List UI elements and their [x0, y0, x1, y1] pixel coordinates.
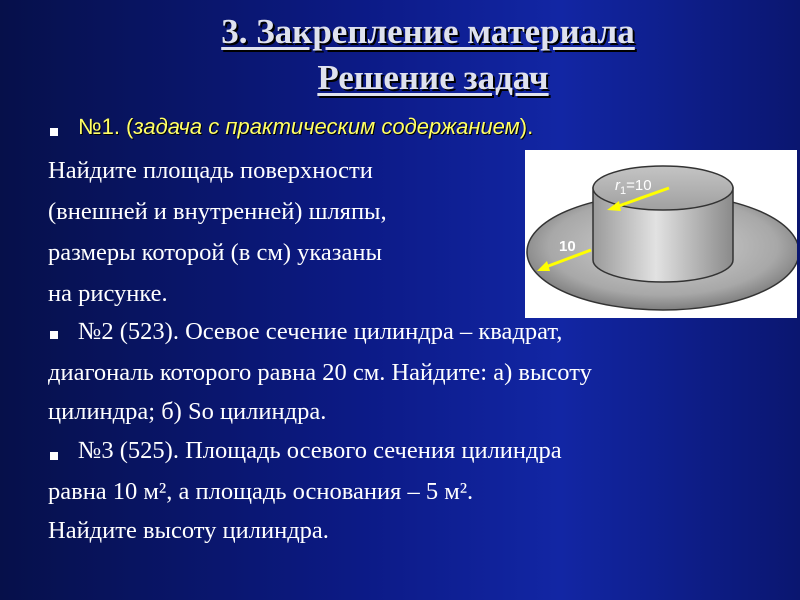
crown-top — [593, 166, 733, 210]
hat-illustration — [525, 150, 797, 318]
task1-close: ). — [519, 114, 534, 139]
task1-italic: задача с практическим содержанием — [133, 114, 520, 139]
task3-line: Найдите высоту цилиндра. — [48, 517, 329, 544]
task1-line: Найдите площадь поверхности — [48, 157, 373, 184]
title-line-2: Решение задач — [317, 58, 549, 97]
task3-line: равна 10 м², а площадь основания – 5 м². — [48, 478, 474, 505]
title-line-1: 3. Закрепление материала — [221, 12, 635, 51]
hat-figure — [525, 150, 797, 318]
task2-line: диагональ которого равна 20 см. Найдите: а) высоту — [48, 359, 592, 386]
task1-line: на рисунке. — [48, 280, 168, 307]
task2-line: №2 (523). Осевое сечение цилиндра – квадрат, — [78, 318, 563, 345]
bullet-task1 — [50, 128, 58, 136]
task1-number: №1. ( — [78, 114, 134, 139]
bullet-task2 — [50, 331, 58, 339]
task1-line: размеры которой (в см) указаны — [48, 239, 382, 266]
task1-line: (внешней и внутренней) шляпы, — [48, 198, 387, 225]
task3-line: №3 (525). Площадь осевого сечения цилиндра — [78, 437, 562, 464]
radius-label: $r_1=10$ — [615, 177, 652, 197]
bullet-task3 — [50, 452, 58, 460]
task1-heading — [78, 114, 533, 140]
task2-line: цилиндра; б) So цилиндра. — [48, 398, 327, 425]
brim-label: 10 — [559, 238, 576, 255]
